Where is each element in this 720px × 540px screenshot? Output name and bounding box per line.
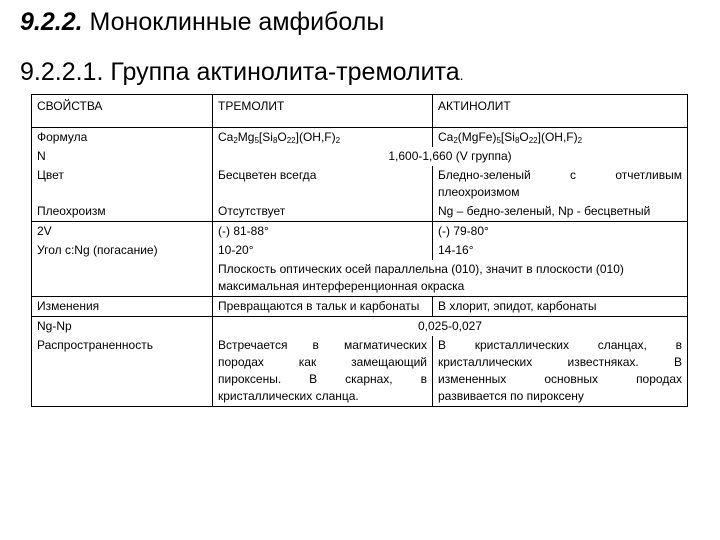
label-n: N xyxy=(32,147,213,166)
label-pleochroism: Плеохроизм xyxy=(32,202,213,222)
row-birefringence xyxy=(32,317,688,337)
tremolite-pleochroism: Отсутствует xyxy=(213,202,433,222)
label-2v: 2V xyxy=(32,222,213,242)
tremolite-alteration: Превращаются в тальк и карбонаты xyxy=(213,297,433,317)
tremolite-2v: (-) 81-88° xyxy=(213,222,433,242)
label-formula: Формула xyxy=(32,128,213,148)
row-pleochroism xyxy=(32,202,688,222)
section-heading xyxy=(20,6,384,38)
actinolite-occurrence: В кристаллических сланцах, в кристаллических известняках. В измененных основных породах развивается по пироксену xyxy=(433,336,688,407)
actinolite-extinction: 14-16° xyxy=(433,241,688,260)
table-header-row xyxy=(32,95,688,128)
row-formula xyxy=(32,128,688,148)
label-extinction: Угол c:Ng (погасание) xyxy=(32,241,213,260)
actinolite-pleochroism: Ng – бедно-зеленый, Np - бесцветный xyxy=(433,202,688,222)
optic-plane-note: Плоскость оптических осей параллельна (010), значит в плоскости (010) максимальная интерференционная окраска xyxy=(213,260,688,297)
subsection-title: Группа актинолита-тремолита xyxy=(103,58,460,86)
label-birefringence: Ng-Np xyxy=(32,317,213,337)
actinolite-alteration: В хлорит, эпидот, карбонаты xyxy=(433,297,688,317)
header-actinolite: АКТИНОЛИТ xyxy=(433,95,688,128)
value-birefringence: 0,025-0,027 xyxy=(213,317,688,337)
label-color: Цвет xyxy=(32,166,213,202)
row-2v xyxy=(32,222,688,242)
row-alteration xyxy=(32,297,688,317)
section-number: 9.2.2. xyxy=(20,8,83,36)
row-extinction xyxy=(32,241,688,260)
value-n: 1,600-1,660 (V группа) xyxy=(213,147,688,166)
label-alteration: Изменения xyxy=(32,297,213,317)
tremolite-color: Бесцветен всегда xyxy=(213,166,433,202)
actinolite-formula: $Ca_2(MgFe)_5[Si_8O_{22}](OH,F)_2$ xyxy=(433,128,688,148)
tremolite-occurrence: Встречается в магматических породах как замещающий пироксены. В скарнах, в кристаллических сланца. xyxy=(213,336,433,407)
optic-plane-empty-cell xyxy=(32,260,213,297)
actinolite-2v: (-) 79-80° xyxy=(433,222,688,242)
row-color xyxy=(32,166,688,202)
header-properties: СВОЙСТВА xyxy=(32,95,213,128)
row-refractive-index xyxy=(32,147,688,166)
header-tremolite: ТРЕМОЛИТ xyxy=(213,95,433,128)
section-title: Моноклинные амфиболы xyxy=(82,8,385,36)
label-occurrence: Распространенность xyxy=(32,336,213,407)
tremolite-formula: $Ca_2Mg_5[Si_8O_{22}](OH,F)_2$ xyxy=(213,128,433,148)
properties-table xyxy=(31,94,688,407)
row-optic-plane xyxy=(32,260,688,297)
actinolite-color: Бледно-зеленый с отчетливым плеохроизмом xyxy=(433,166,688,202)
subsection-heading xyxy=(20,56,464,91)
subsection-period: . xyxy=(459,67,464,83)
tremolite-extinction: 10-20° xyxy=(213,241,433,260)
subsection-number: 9.2.2.1. xyxy=(20,58,104,86)
row-occurrence xyxy=(32,336,688,407)
